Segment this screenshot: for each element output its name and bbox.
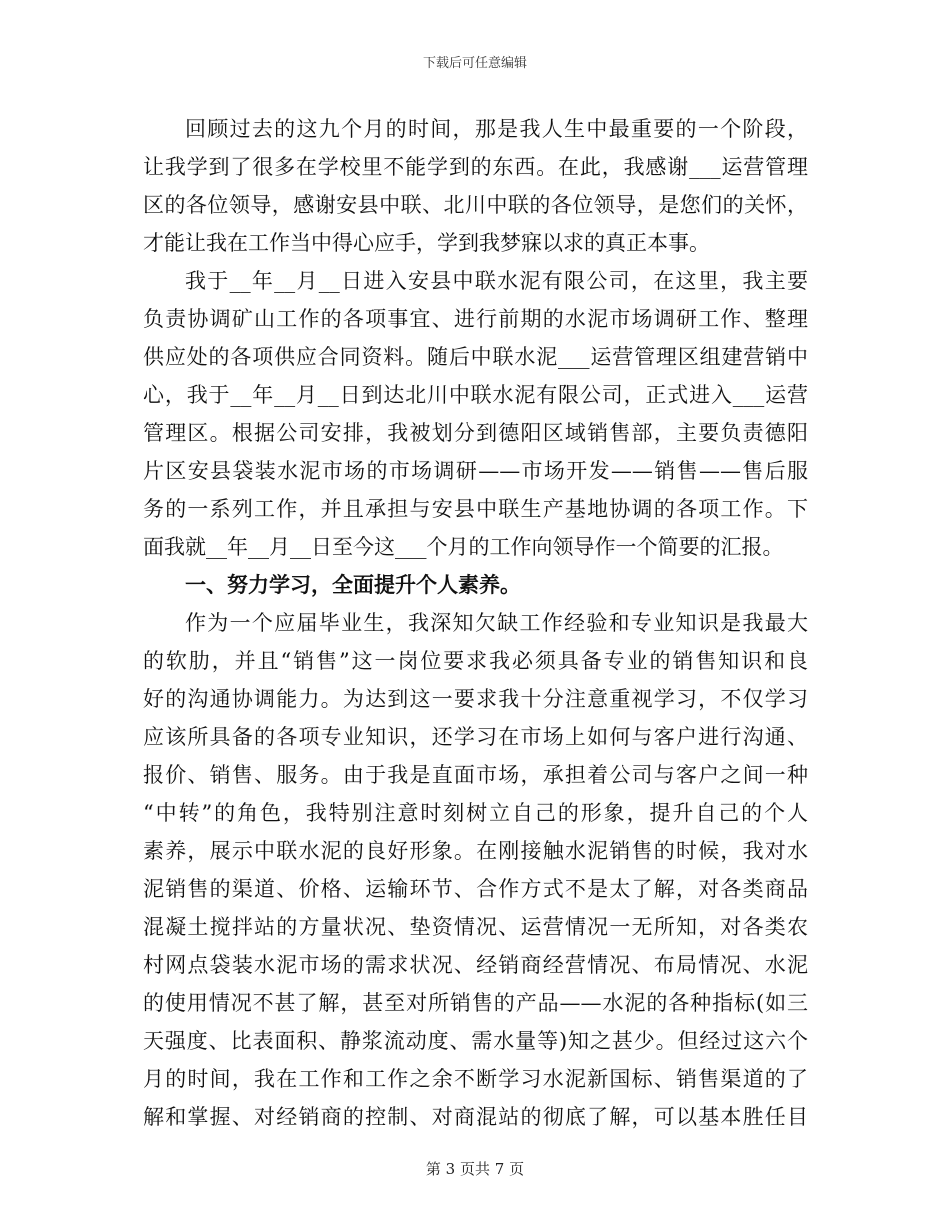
paragraph-line: 片区安县袋装水泥市场的市场调研——市场开发——销售——售后服 [143, 459, 808, 483]
paragraph-line: 务的一系列工作，并且承担与安县中联生产基地协调的各项工作。下 [143, 497, 808, 521]
paragraph-line: “中转”的角色，我特别注意时刻树立自己的形象，提升自己的个人 [143, 801, 808, 825]
paragraph-line: 解和掌握、对经销商的控制、对商混站的彻底了解，可以基本胜任目 [143, 1105, 808, 1129]
paragraph-line: 面我就__年__月__日至今这___个月的工作向领导作一个简要的汇报。 [143, 535, 784, 559]
paragraph-line: 好的沟通协调能力。为达到这一要求我十分注意重视学习，不仅学习 [143, 687, 808, 711]
paragraph-line: 让我学到了很多在学校里不能学到的东西。在此，我感谢___运营管理 [143, 155, 808, 179]
paragraph-line: 我于__年__月__日进入安县中联水泥有限公司，在这里，我主要 [185, 269, 808, 293]
paragraph-line: 月的时间，我在工作和工作之余不断学习水泥新国标、销售渠道的了 [143, 1067, 808, 1091]
paragraph-line: 心，我于__年__月__日到达北川中联水泥有限公司，正式进入___运营 [143, 383, 808, 407]
page-header: 下载后可任意编辑 [422, 56, 527, 71]
paragraph-line: 的软肋，并且“销售”这一岗位要求我必须具备专业的销售知识和良 [143, 649, 808, 673]
paragraph-line: 应该所具备的各项专业知识，还学习在市场上如何与客户进行沟通、 [143, 725, 808, 749]
paragraph-line: 的使用情况不甚了解，甚至对所销售的产品——水泥的各种指标(如三 [143, 991, 808, 1015]
paragraph-line: 管理区。根据公司安排，我被划分到德阳区域销售部，主要负责德阳 [143, 421, 808, 445]
paragraph-line: 区的各位领导，感谢安县中联、北川中联的各位领导，是您们的关怀， [143, 193, 808, 217]
paragraph-line: 混凝土搅拌站的方量状况、垫资情况、运营情况一无所知，对各类农 [143, 915, 808, 939]
paragraph-line: 泥销售的渠道、价格、运输环节、合作方式不是太了解，对各类商品 [143, 877, 808, 901]
paragraph-line: 天强度、比表面积、静浆流动度、需水量等)知之甚少。但经过这六个 [143, 1029, 808, 1053]
paragraph-line: 作为一个应届毕业生，我深知欠缺工作经验和专业知识是我最大 [185, 611, 808, 635]
section-heading: 一、努力学习，全面提升个人素养。 [185, 573, 521, 597]
paragraph-line: 素养，展示中联水泥的良好形象。在刚接触水泥销售的时候，我对水 [143, 839, 808, 863]
paragraph-line: 回顾过去的这九个月的时间，那是我人生中最重要的一个阶段， [185, 117, 808, 141]
paragraph-line: 负责协调矿山工作的各项事宜、进行前期的水泥市场调研工作、整理 [143, 307, 808, 331]
page-number: 第 3 页共 7 页 [425, 1160, 525, 1178]
paragraph-line: 报价、销售、服务。由于我是直面市场，承担着公司与客户之间一种 [143, 763, 808, 787]
paragraph-line: 供应处的各项供应合同资料。随后中联水泥___运营管理区组建营销中 [143, 345, 808, 369]
document-body [143, 110, 808, 1136]
paragraph-line: 才能让我在工作当中得心应手，学到我梦寐以求的真正本事。 [143, 231, 710, 255]
paragraph-line: 村网点袋装水泥市场的需求状况、经销商经营情况、布局情况、水泥 [143, 953, 808, 977]
